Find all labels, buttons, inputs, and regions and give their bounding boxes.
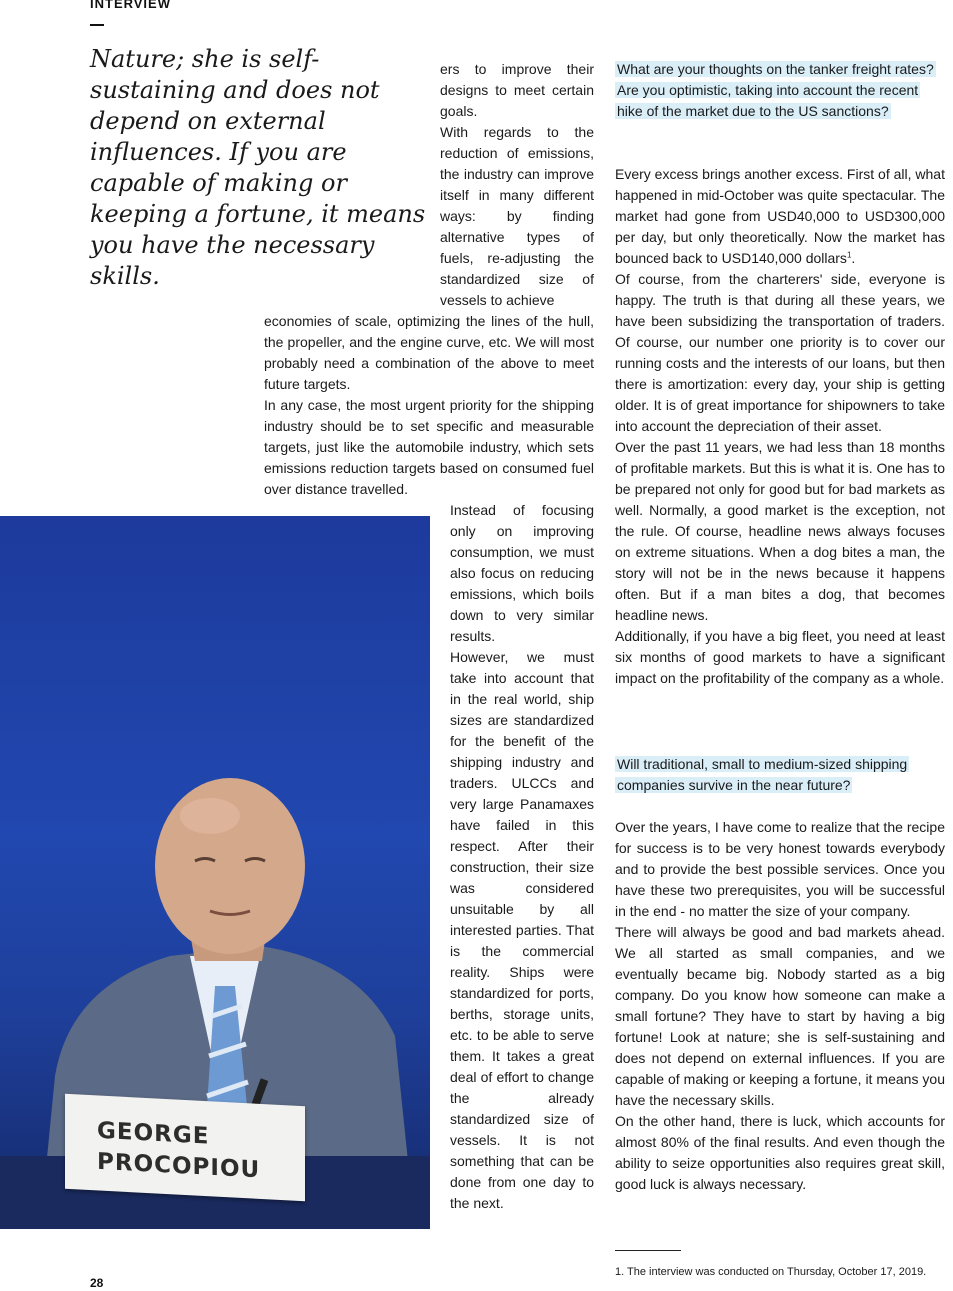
head-highlight [180,798,240,834]
paragraph: Additionally, if you have a big fleet, you need at least six months of good markets to have a significant impact on the profitability of the company as a whole. [615,628,945,686]
paragraph: In any case, the most urgent priority for the shipping industry should be to set specific and measurable targets, just like the automobile industry, which sets emissions reduction targets based on consumed fuel over distance travelled. [264,397,594,497]
paragraph: Instead of focusing only on improving consumption, we must also focus on reducing emissions, which boils down to very similar results. [450,502,594,644]
paragraph: On the other hand, there is luck, which accounts for almost 80% of the final results. And even though the ability to seize opportunities also requires great skill, good luck is always necessary. [615,1113,945,1192]
footnote-marker: 1 [846,250,852,260]
answer-2 [615,817,945,1195]
nameplate-first-name: GEORGE [97,1117,210,1150]
middle-column-wide [264,311,594,500]
paragraph: economies of scale, optimizing the lines of the hull, the propeller, and the engine curve, etc. We will most probably need a combination of the above to meet future targets. [264,313,594,392]
pull-quote: Nature; she is self-sustaining and does not depend on external influences. If you are capable of making or keeping a fortune, it means you have the necessary skills. [90,45,426,290]
question-text: Will traditional, small to medium-sized shipping companies survive in the near future? [617,756,908,793]
nameplate [97,1116,297,1188]
paragraph: Over the years, I have come to realize that the recipe for success is to be very honest towards everybody and to provide the best possible services. Once you have these two prerequisites, you will be successful in the end - no matter the size of your company. [615,819,945,919]
middle-column-lower [450,500,594,1214]
interview-question-2 [615,754,945,796]
footnote: 1. The interview was conducted on Thursday, October 17, 2019. [615,1266,927,1278]
paragraph: Over the past 11 years, we had less than 18 months of profitable markets. But this is what it is. One has to be prepared not only for good but for bad markets as well. Normally, a good market is the exception, not the rule. Of course, headline news always focuses on extreme situations. When a dog bites a man, the story will not be in the news because it happens often. But if a man bites a dog, that becomes headline news. [615,439,945,623]
nameplate-last-name: PROCOPIOU [97,1148,261,1184]
answer-1 [615,164,945,689]
paragraph: There will always be good and bad markets ahead. We all started as small companies, and we eventually became big. Nobody started as a big company. Do you know how someone can make a small fortune? They have to start by having a big fortune! Look at nature; she is self-sustaining and does not depend on external influences. If you are capable of making or keeping a fortune, it means you have the necessary skills. [615,924,945,1108]
interview-question-1 [615,59,945,122]
paragraph-text: Every excess brings another excess. First of all, what happened in mid-October was quite spectacular. The market had gone from USD40,000 to USD300,000 per day, but only theoretically. Now the market has bounced back to USD140,000 dollars [615,166,945,266]
paragraph: ers to improve their designs to meet certain goals. [440,61,594,119]
section-label: INTERVIEW [90,0,171,11]
paragraph: However, we must take into account that in the real world, ship sizes are standardized for the benefit of the shipping industry and traders. ULCCs and very large Panamaxes have failed in this respect. After their construction, their size was considered unsuitable by all interested parties. That is the commercial reality. Ships were standardized for ports, berths, storage units, etc. to be able to serve them. It takes a great deal of effort to change the already standardized size of vessels. It is not something that can be done from one day to the next. [450,649,594,1211]
middle-column-top [440,59,594,311]
paragraph: Of course, from the charterers' side, everyone is happy. The truth is that during all these years, we have been subsidizing the transportation of traders. Of course, our number one priority is to cover our running costs and the interests of our loans, but then there is amortization: every day, your ship is getting older. It is of great importance for shipowners to take into account the depreciation of their asset. [615,271,945,434]
page-number: 28 [90,1276,104,1290]
question-text: What are your thoughts on the tanker freight rates? Are you optimistic, taking into account the recent hike of the market due to the US sanctions? [617,61,934,119]
paragraph-end: . [851,250,856,266]
footnote-divider [615,1250,681,1251]
section-divider [90,24,104,26]
paragraph: With regards to the reduction of emissions, the industry can improve itself in many different ways: by finding alternative types of fuels, re-adjusting the standardized size of vessels to achieve [440,124,594,308]
paragraph [615,164,945,269]
